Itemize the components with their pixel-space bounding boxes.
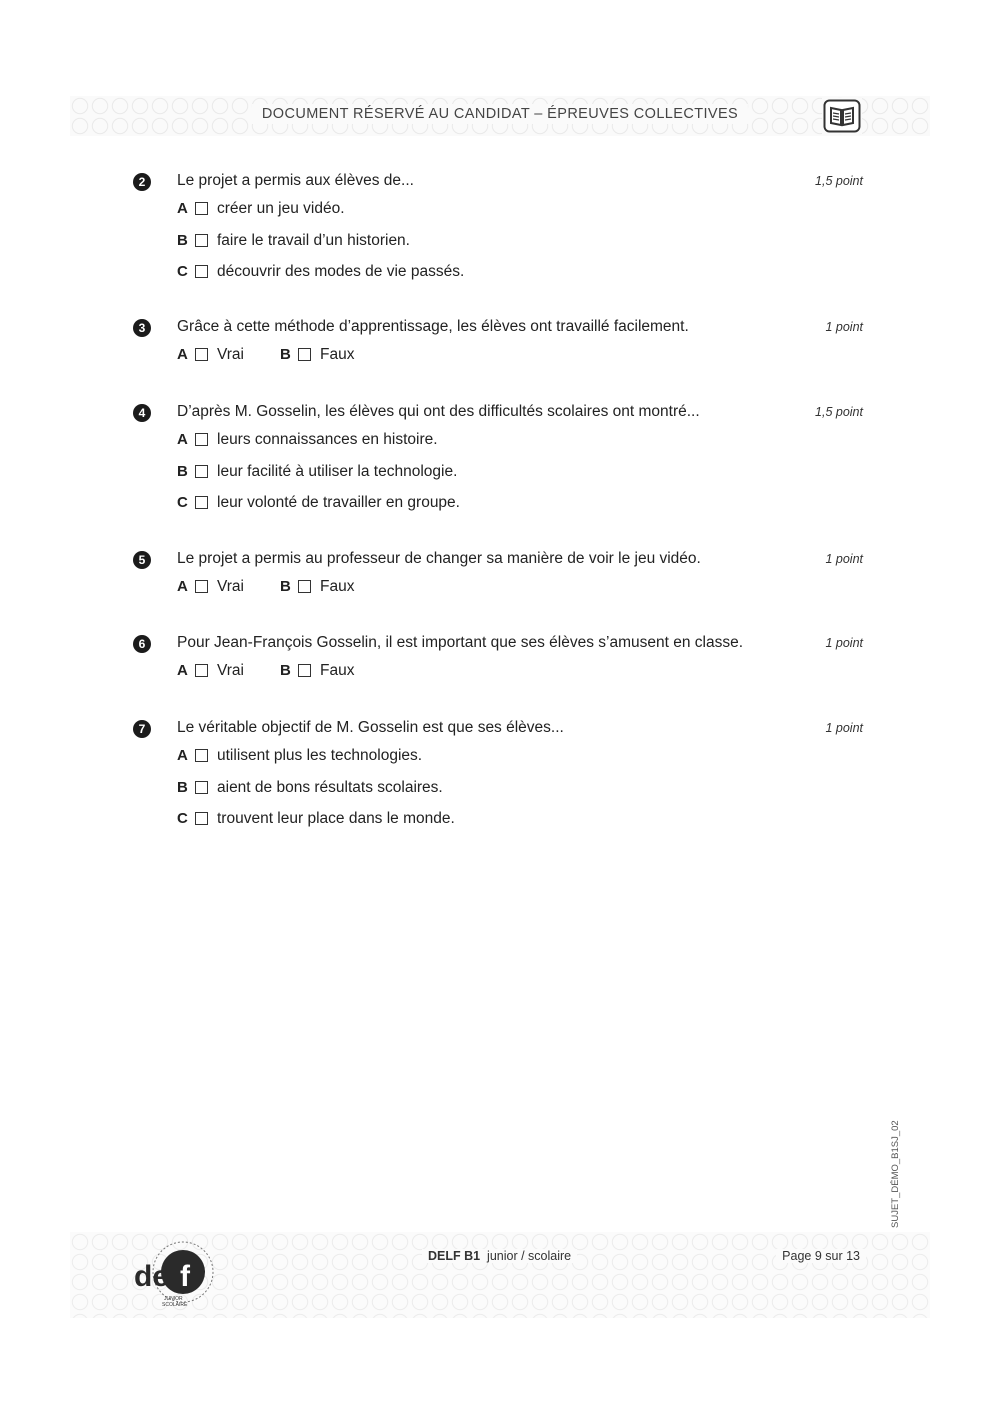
- option-b[interactable]: [133, 232, 863, 264]
- checkbox[interactable]: [195, 265, 208, 278]
- question-number-badge: 7: [133, 720, 151, 738]
- option-text: Faux: [320, 346, 355, 363]
- option-a[interactable]: [133, 431, 863, 463]
- exam-label: [422, 1249, 577, 1263]
- option-b[interactable]: [280, 578, 354, 610]
- question-text: Le projet a permis aux élèves de...: [177, 172, 414, 189]
- option-letter: A: [177, 662, 188, 679]
- option-text: Vrai: [217, 578, 244, 595]
- page-footer: [70, 1232, 930, 1318]
- question-number-badge: 4: [133, 404, 151, 422]
- checkbox[interactable]: [298, 580, 311, 593]
- question-points: 1 point: [825, 636, 863, 650]
- option-letter: C: [177, 263, 188, 280]
- exam-level: junior / scolaire: [487, 1249, 572, 1263]
- option-text: Vrai: [217, 346, 244, 363]
- exam-name: DELF B1: [428, 1249, 481, 1263]
- option-text: leur volonté de travailler en groupe.: [217, 494, 460, 511]
- option-a[interactable]: [177, 346, 244, 378]
- book-icon: [822, 98, 862, 134]
- option-text: aient de bons résultats scolaires.: [217, 778, 443, 796]
- option-text: créer un jeu vidéo.: [217, 200, 345, 217]
- option-letter: A: [177, 747, 188, 764]
- question-text: Le véritable objectif de M. Gosselin est que ses élèves...: [177, 719, 564, 736]
- page-number: Page 9 sur 13: [776, 1249, 866, 1263]
- checkbox[interactable]: [195, 580, 208, 593]
- checkbox[interactable]: [195, 664, 208, 677]
- question-text: D’après M. Gosselin, les élèves qui ont des difficultés scolaires ont montré...: [177, 403, 700, 420]
- question-2: [133, 172, 863, 295]
- option-letter: C: [177, 810, 188, 827]
- question-text: Le projet a permis au professeur de changer sa manière de voir le jeu vidéo.: [177, 550, 701, 567]
- checkbox[interactable]: [195, 348, 208, 361]
- option-a[interactable]: [177, 578, 244, 610]
- option-letter: A: [177, 346, 188, 363]
- option-letter: B: [177, 778, 188, 796]
- option-letter: B: [280, 346, 291, 363]
- question-6: [133, 634, 863, 694]
- question-3: [133, 318, 863, 378]
- option-a[interactable]: [133, 200, 863, 232]
- option-text: leurs connaissances en histoire.: [217, 431, 438, 448]
- svg-text:del: del: [134, 1260, 178, 1293]
- question-points: 1 point: [825, 721, 863, 735]
- option-c[interactable]: [133, 494, 863, 526]
- option-text: Vrai: [217, 662, 244, 679]
- option-a[interactable]: [133, 747, 863, 779]
- option-b[interactable]: [280, 662, 354, 694]
- checkbox[interactable]: [195, 749, 208, 762]
- document-code: SUJET_DÉMO_B1SJ_02: [890, 1120, 901, 1228]
- question-points: 1 point: [825, 320, 863, 334]
- question-4: [133, 403, 863, 526]
- option-letter: B: [280, 662, 291, 679]
- option-text: utilisent plus les technologies.: [217, 747, 423, 764]
- question-7: [133, 719, 863, 842]
- option-letter: B: [280, 578, 291, 595]
- option-text: faire le travail d’un historien.: [217, 231, 410, 249]
- checkbox[interactable]: [298, 664, 311, 677]
- option-text: Faux: [320, 662, 355, 679]
- checkbox[interactable]: [195, 812, 208, 825]
- option-letter: A: [177, 578, 188, 595]
- question-points: 1,5 point: [815, 405, 863, 419]
- option-text: Faux: [320, 578, 355, 595]
- option-a[interactable]: [177, 662, 244, 694]
- checkbox[interactable]: [298, 348, 311, 361]
- option-text: leur facilité à utiliser la technologie.: [217, 462, 458, 480]
- question-number-badge: 2: [133, 173, 151, 191]
- checkbox[interactable]: [195, 496, 208, 509]
- svg-text:JUNIOR: JUNIOR: [164, 1296, 183, 1302]
- checkbox[interactable]: [195, 202, 208, 215]
- option-c[interactable]: [133, 810, 863, 842]
- question-5: [133, 550, 863, 610]
- question-number-badge: 6: [133, 635, 151, 653]
- question-number-badge: 3: [133, 319, 151, 337]
- page-header: [70, 96, 930, 136]
- svg-text:SCOLAIRE: SCOLAIRE: [162, 1302, 188, 1308]
- checkbox[interactable]: [195, 781, 208, 794]
- option-letter: A: [177, 200, 188, 217]
- option-letter: B: [177, 231, 188, 249]
- question-text: Grâce à cette méthode d’apprentissage, les élèves ont travaillé facilement.: [177, 318, 689, 335]
- option-c[interactable]: [133, 263, 863, 295]
- header-title: DOCUMENT RÉSERVÉ AU CANDIDAT – ÉPREUVES COLLECTIVES: [252, 104, 748, 124]
- delf-logo: [128, 1236, 218, 1316]
- checkbox[interactable]: [195, 465, 208, 478]
- question-text: Pour Jean-François Gosselin, il est important que ses élèves s’amusent en classe.: [177, 634, 744, 651]
- option-b[interactable]: [133, 463, 863, 495]
- question-points: 1,5 point: [815, 174, 863, 188]
- option-letter: A: [177, 431, 188, 448]
- checkbox[interactable]: [195, 433, 208, 446]
- option-letter: C: [177, 494, 188, 511]
- option-text: découvrir des modes de vie passés.: [217, 263, 465, 280]
- question-number-badge: 5: [133, 551, 151, 569]
- question-points: 1 point: [825, 552, 863, 566]
- option-letter: B: [177, 462, 188, 480]
- checkbox[interactable]: [195, 234, 208, 247]
- option-text: trouvent leur place dans le monde.: [217, 810, 455, 827]
- option-b[interactable]: [133, 779, 863, 811]
- option-b[interactable]: [280, 346, 354, 378]
- svg-text:f: f: [180, 1260, 190, 1293]
